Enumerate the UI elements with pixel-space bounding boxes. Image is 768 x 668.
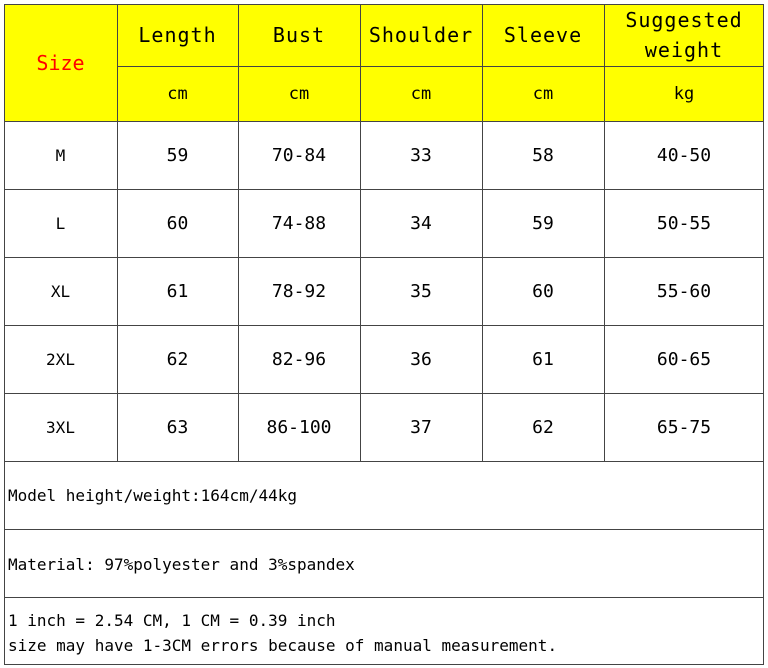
unit-sleeve: cm <box>532 83 554 104</box>
table-cell: 60-65 <box>656 348 712 370</box>
table-cell: 62 <box>532 416 554 438</box>
material-info: Material: 97%polyester and 3%spandex <box>8 555 355 574</box>
grid-line <box>4 325 764 326</box>
table-cell: 61 <box>166 280 189 302</box>
grid-line <box>4 4 764 5</box>
header-length: Length <box>138 23 217 47</box>
table-cell: 82-96 <box>271 348 327 370</box>
table-cell: L <box>55 213 66 233</box>
table-cell: 55-60 <box>656 280 712 302</box>
grid-line <box>117 66 764 67</box>
table-cell: 60 <box>532 280 554 302</box>
unit-weight: kg <box>673 83 695 104</box>
table-cell: 59 <box>166 144 189 166</box>
table-cell: 33 <box>410 144 432 166</box>
grid-line <box>4 529 764 530</box>
grid-line <box>4 121 764 122</box>
table-cell: 62 <box>166 348 189 370</box>
grid-line <box>360 4 361 461</box>
header-bust: Bust <box>272 23 326 47</box>
table-cell: 36 <box>410 348 432 370</box>
grid-line <box>117 4 118 461</box>
table-cell: 37 <box>410 416 432 438</box>
table-cell: 60 <box>166 212 189 234</box>
table-cell: 63 <box>166 416 189 438</box>
table-cell: 78-92 <box>271 280 327 302</box>
table-cell: 70-84 <box>271 144 327 166</box>
grid-line <box>4 4 5 664</box>
grid-line <box>238 4 239 461</box>
table-cell: XL <box>50 281 71 301</box>
model-info: Model height/weight:164cm/44kg <box>8 486 297 505</box>
table-cell: 74-88 <box>271 212 327 234</box>
grid-line <box>4 393 764 394</box>
unit-shoulder: cm <box>410 83 432 104</box>
table-cell: 65-75 <box>656 416 712 438</box>
table-cell: 61 <box>532 348 554 370</box>
unit-bust: cm <box>288 83 310 104</box>
table-cell: 50-55 <box>656 212 712 234</box>
error-note: size may have 1-3CM errors because of manual measurement. <box>8 636 558 655</box>
grid-line <box>4 189 764 190</box>
table-cell: 86-100 <box>266 416 332 438</box>
table-cell: 59 <box>532 212 554 234</box>
unit-length: cm <box>167 83 188 104</box>
size-header: Size <box>36 50 85 75</box>
grid-line <box>482 4 483 461</box>
grid-line <box>604 4 605 461</box>
header-sleeve: Sleeve <box>503 23 583 47</box>
table-cell: 40-50 <box>656 144 712 166</box>
table-cell: 58 <box>532 144 554 166</box>
grid-line <box>4 257 764 258</box>
header-shoulder: Shoulder <box>368 23 474 47</box>
table-cell: M <box>55 145 66 165</box>
table-cell: 2XL <box>46 349 75 369</box>
header-suggested-weight: Suggested weight <box>625 8 743 62</box>
grid-line <box>4 664 764 665</box>
table-cell: 35 <box>410 280 432 302</box>
table-cell: 34 <box>410 212 432 234</box>
grid-line <box>763 4 764 664</box>
conversion-note: 1 inch = 2.54 CM, 1 CM = 0.39 inch <box>8 611 336 630</box>
grid-line <box>4 597 764 598</box>
table-cell: 3XL <box>46 417 75 437</box>
grid-line <box>4 461 764 462</box>
